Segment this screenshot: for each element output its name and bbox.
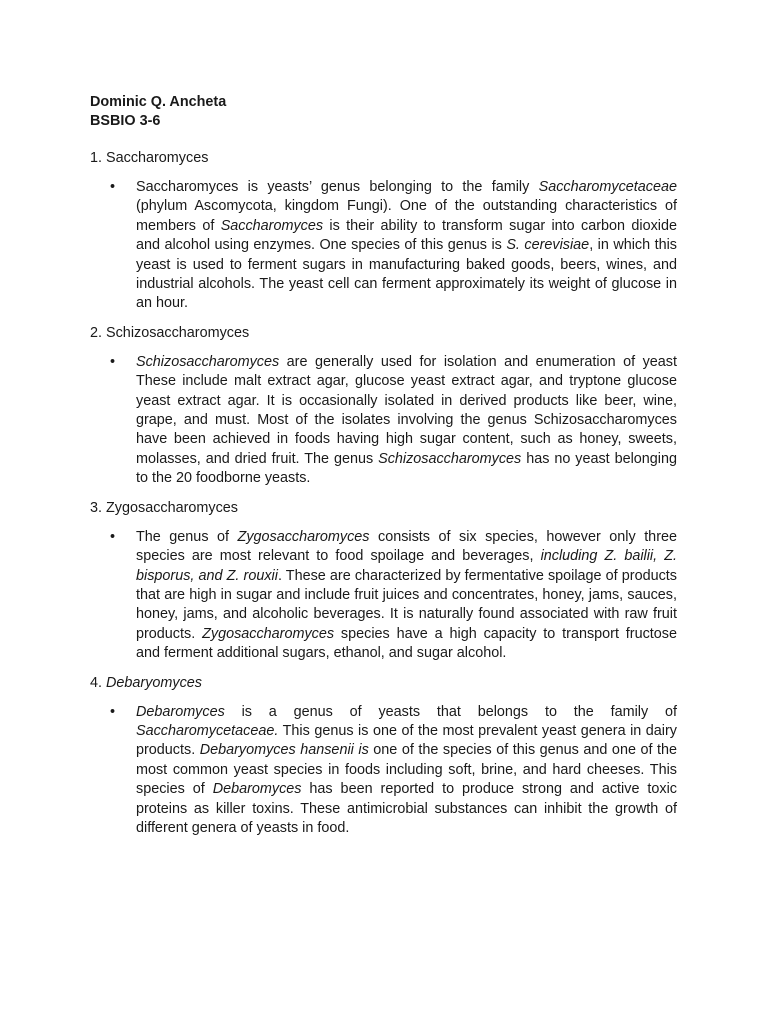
author-section: BSBIO 3-6	[90, 113, 161, 129]
body-text: consists of six species, however only three species are most relevant to food spoilage and beverages,	[136, 528, 677, 565]
section-4	[90, 674, 677, 839]
section-number: 4.	[90, 674, 103, 691]
italic-text: including Z. bailii, Z. bisporus, and Z. rouxii	[136, 548, 677, 584]
section-2	[90, 324, 677, 489]
italic-text: S. cerevisiae	[506, 237, 590, 254]
section-paragraph	[136, 353, 677, 489]
body-text: has no yeast belonging to the 20 foodborne yeasts.	[136, 450, 677, 487]
document-page	[90, 93, 677, 848]
body-text: , in which this yeast is used to ferment sugars in manufacturing baked goods, beers, wines, and industrial alcohols. The yeast cell can ferment approximately its weight of glucose in an hour.	[136, 237, 677, 312]
body-text: are generally used for isolation and enumeration of yeast These include malt extract agar, glucose yeast extract agar, and tryptone glucose yeast extract agar. It is occasionally isolated in derived products like beer, wine, grape, and must. Most of the isolates involving the genus Schizosaccharomyces have been achieved in foods having high sugar content, such as honey, sweets, molasses, and dried fruit. The genus	[136, 353, 677, 467]
list-item	[90, 528, 677, 664]
bullet-icon: •	[110, 353, 116, 370]
body-text: The genus of	[136, 528, 238, 545]
section-1	[90, 149, 677, 314]
section-paragraph	[136, 703, 677, 839]
body-text: Saccharomyces is yeasts’ genus belonging to the family	[136, 179, 539, 195]
section-heading	[90, 324, 677, 343]
section-title: Schizosaccharomyces	[106, 324, 250, 341]
list-item	[90, 353, 677, 489]
bullet-icon: •	[110, 179, 116, 195]
body-text: has been reported to produce strong and active toxic proteins as killer toxins. These antimicrobial substances can inhibit the growth of different genera of yeasts in food.	[136, 781, 677, 836]
list-item	[90, 178, 677, 314]
body-text: is a genus of yeasts that belongs to the family of	[224, 703, 677, 720]
section-paragraph	[136, 528, 677, 664]
section-number: 2.	[90, 324, 103, 341]
italic-text: Saccharomyces	[220, 217, 324, 234]
italic-text: Schizosaccharomyces	[136, 353, 280, 370]
bullet-icon: •	[110, 703, 116, 720]
list-item	[90, 703, 677, 839]
italic-text: Debaryomyces hansenii is	[199, 742, 369, 759]
italic-text: Saccharomycetaceae.	[136, 722, 279, 739]
section-3	[90, 499, 677, 664]
italic-text: Debaromyces	[136, 703, 225, 720]
italic-text: Saccharomycetaceae	[538, 179, 677, 195]
italic-text: Schizosaccharomyces	[378, 450, 522, 467]
author-name: Dominic Q. Ancheta	[90, 94, 227, 110]
body-text: species have a high capacity to transport fructose and ferment additional sugars, ethanol, and sugar alcohol.	[136, 625, 677, 662]
section-heading	[90, 149, 677, 168]
section-number: 3.	[90, 499, 103, 516]
body-text: one of the species of this genus and one of the most common yeast species in foods including soft, brine, and hard cheeses. This species of	[136, 742, 678, 798]
body-text: is their ability to transform sugar into carbon dioxide and alcohol using enzymes. One species of this genus is	[136, 217, 677, 254]
section-number: 1.	[90, 150, 103, 166]
bullet-icon: •	[110, 528, 116, 545]
section-heading	[90, 674, 677, 693]
author-block	[90, 93, 677, 131]
body-text: (phylum Ascomycota, kingdom Fungi). One of the outstanding characteristics of members of	[136, 198, 677, 234]
section-title: Saccharomyces	[106, 150, 209, 166]
italic-text: Zygosaccharomyces	[202, 625, 335, 642]
section-paragraph	[136, 178, 677, 314]
body-text: This genus is one of the most prevalent yeast genera in dairy products.	[136, 722, 677, 759]
italic-text: Debaromyces	[212, 781, 302, 798]
section-title: Zygosaccharomyces	[106, 499, 238, 516]
body-text: . These are characterized by fermentative spoilage of products that are high in sugar and include fruit juices and concentrates, honey, jams, sauces, honey, jams, and alcoholic beverages. It is naturally found associated with raw fruit products.	[136, 567, 677, 642]
italic-text: Zygosaccharomyces	[237, 528, 370, 545]
section-heading	[90, 499, 677, 518]
section-title: Debaryomyces	[106, 674, 202, 691]
